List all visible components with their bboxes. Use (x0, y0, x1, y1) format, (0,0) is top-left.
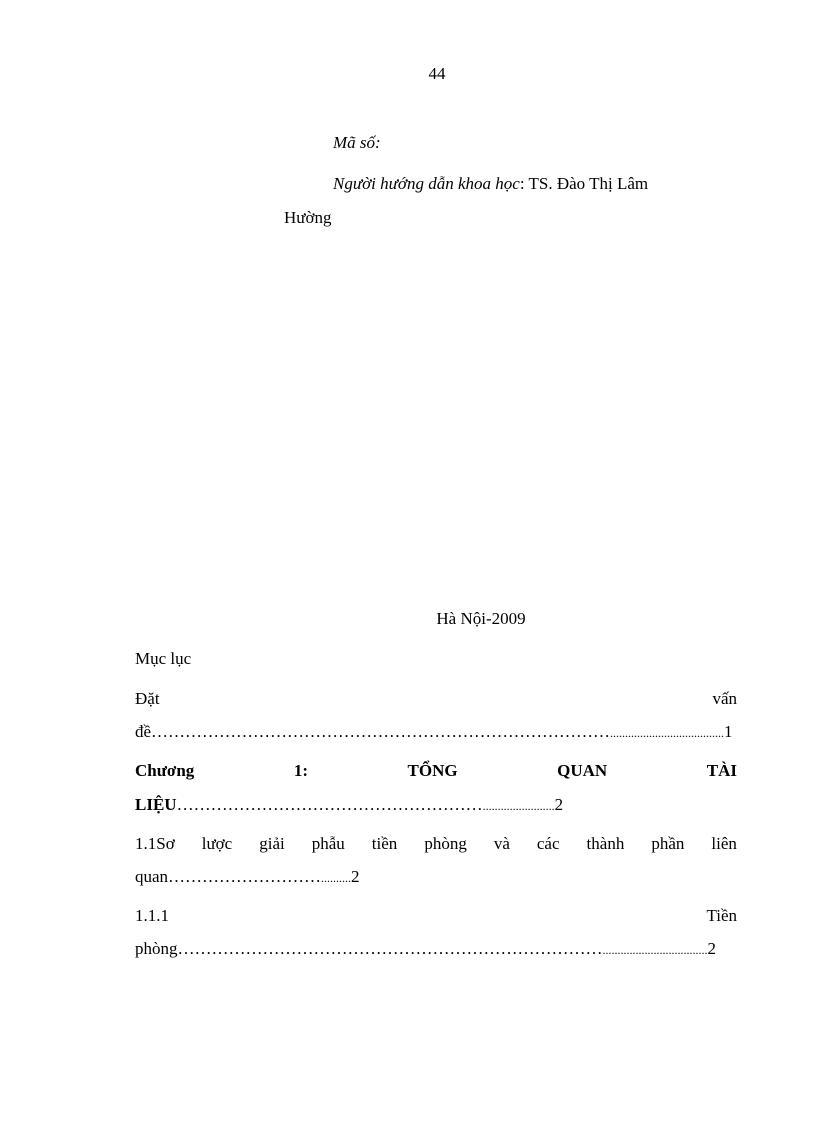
toc-word: Đặt (135, 689, 160, 708)
toc-page-number: 2 (707, 939, 716, 958)
advisor-name: TS. Đào Thị Lâm (528, 174, 649, 193)
advisor-name-continued: Hường (284, 208, 332, 227)
toc-word: các (536, 834, 560, 853)
toc-word: và (493, 834, 510, 853)
toc-leader-dots-fine: ...................................... (610, 726, 725, 740)
toc-word: Tiền (706, 906, 737, 925)
toc-entry-line2 (135, 722, 733, 742)
toc-leader-dots-fine: ........................ (482, 799, 555, 813)
toc-leader-dots-fine: ................................... (602, 943, 708, 957)
toc-entry-text: phòng (135, 939, 178, 958)
toc-word: Chương (135, 761, 195, 780)
toc-word: phẫu (311, 834, 345, 853)
toc-title: Mục lục (135, 649, 192, 668)
toc-entry-text: LIỆU (135, 795, 177, 814)
advisor-colon: : (519, 174, 529, 193)
toc-entry-line1 (135, 834, 737, 854)
toc-leader-dots: ……………………………………………… (176, 795, 483, 814)
toc-entry-text: đề (135, 722, 152, 741)
toc-word: 1: (293, 761, 309, 780)
toc-word: TỔNG (407, 761, 458, 780)
toc-leader-dots: ………………………………………………………………… (177, 939, 603, 958)
toc-leader-dots: ……………………… (168, 867, 322, 886)
toc-page-number: 2 (554, 795, 564, 814)
toc-word: phòng (424, 834, 467, 853)
code-label: Mã số: (333, 133, 381, 152)
toc-word: liên (711, 834, 737, 853)
advisor-line (333, 174, 648, 194)
toc-word: QUAN (557, 761, 608, 780)
toc-entry-line2 (135, 867, 360, 887)
toc-page-number: 1 (724, 722, 733, 741)
toc-page-number: 2 (351, 867, 360, 886)
toc-word: 1.1Sơ (135, 834, 175, 853)
toc-leader-dots: ……………………………………………………………………… (151, 722, 611, 741)
toc-word: phần (651, 834, 685, 853)
toc-word: thành (586, 834, 625, 853)
toc-entry-line1 (135, 761, 737, 781)
toc-entry-line2 (135, 795, 563, 815)
toc-entry-line2 (135, 939, 716, 959)
toc-word: 1.1.1 (135, 906, 169, 925)
toc-word: tiền (371, 834, 398, 853)
toc-word: giải (259, 834, 285, 853)
city-year: Hà Nội-2009 (436, 609, 526, 628)
toc-word: TÀI (706, 761, 737, 780)
toc-word: lược (201, 834, 233, 853)
toc-leader-dots-fine: .......... (321, 871, 352, 885)
toc-word: vấn (712, 689, 737, 708)
toc-entry-line1 (135, 906, 737, 926)
advisor-label: Người hướng dẫn khoa học (333, 174, 520, 193)
toc-entry-text: quan (135, 867, 169, 886)
page-number: 44 (428, 64, 446, 83)
toc-entry-line1 (135, 689, 737, 709)
